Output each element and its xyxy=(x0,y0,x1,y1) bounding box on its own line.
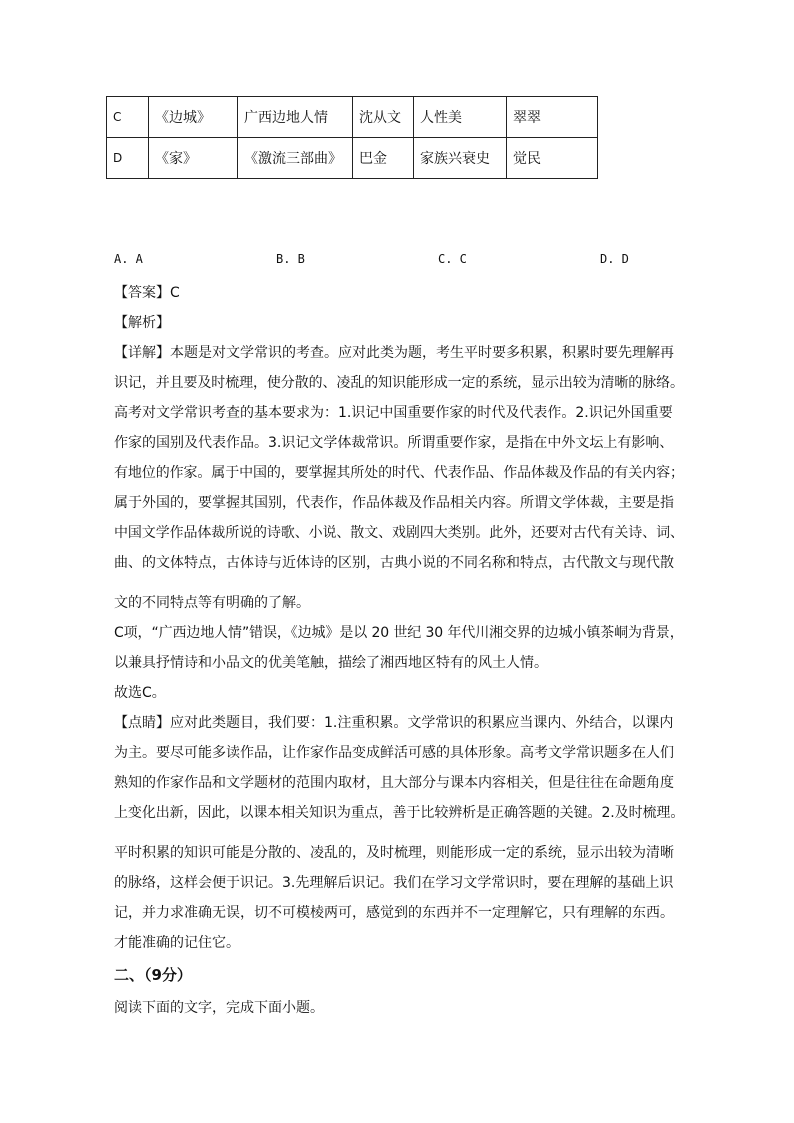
text-line: 才能准确的记住它。 xyxy=(114,935,240,951)
text-line: 有地位的作家。属于中国的，要掌握其所处的时代、代表作品、作品体裁及作品的有关内容； xyxy=(114,465,684,481)
text-line: 高考对文学常识考查的基本要求为：1.识记中国重要作家的时代及代表作。2.识记外国重要 xyxy=(114,405,673,421)
text-line: 【详解】本题是对文学常识的考查。应对此类为题，考生平时要多积累，积累时要先理解再 xyxy=(114,345,674,361)
option-d: D. D xyxy=(600,252,629,266)
text-line: 的脉络，这样会便于识记。3.先理解后识记。我们在学习文学常识时，要在理解的基础上识 xyxy=(114,875,674,891)
table-cell: 家族兴衰史 xyxy=(414,138,507,179)
option-b: B. B xyxy=(276,252,305,266)
text-line: 作家的国别及代表作品。3.识记文学体裁常识。所谓重要作家，是指在中外文坛上有影响、 xyxy=(114,435,674,451)
table-cell: 《激流三部曲》 xyxy=(238,138,353,179)
table-cell: 《家》 xyxy=(149,138,238,179)
table-cell: 翠翠 xyxy=(507,97,598,138)
text-line: 【点睛】应对此类题目，我们要：1.注重积累。文学常识的积累应当课内、外结合，以课内 xyxy=(114,715,674,731)
table-cell: 觉民 xyxy=(507,138,598,179)
text-line: 以兼具抒情诗和小品文的优美笔触，描绘了湘西地区特有的风土人情。 xyxy=(114,655,548,671)
table-cell: 人性美 xyxy=(414,97,507,138)
text-line: 为主。要尽可能多读作品，让作家作品变成鲜活可感的具体形象。高考文学常识题多在人们 xyxy=(114,745,674,761)
text-line: 属于外国的，要掌握其国别，代表作，作品体裁及作品相关内容。所谓文学体裁，主要是指 xyxy=(114,495,674,511)
text-line: 记，并力求准确无误，切不可模棱两可，感觉到的东西并不一定理解它，只有理解的东西。 xyxy=(114,905,674,921)
table-row xyxy=(107,97,598,138)
choice-line: 故选C。 xyxy=(114,685,166,701)
text-line: 中国文学作品体裁所说的诗歌、小说、散文、戏剧四大类别。此外，还要对古代有关诗、词、 xyxy=(114,525,684,541)
option-c: C. C xyxy=(438,252,467,266)
text-line: 上变化出新，因此，以课本相关知识为重点，善于比较辨析是正确答题的关键。2.及时梳理。 xyxy=(114,805,685,821)
answer-options xyxy=(0,252,794,270)
table-cell: 巴金 xyxy=(353,138,414,179)
text-line: C项，“广西边地人情”错误，《边城》是以 20 世纪 30 年代川湘交界的边城小镇茶峒为背景， xyxy=(114,625,684,641)
table-cell: 广西边地人情 xyxy=(238,97,353,138)
table-cell: 《边城》 xyxy=(149,97,238,138)
text-line: 熟知的作家作品和文学题材的范围内取材，且大部分与课本内容相关，但是往往在命题角度 xyxy=(114,775,674,791)
text-line: 平时积累的知识可能是分散的、凌乱的，及时梳理，则能形成一定的系统，显示出较为清晰 xyxy=(114,845,674,861)
table-row xyxy=(107,138,598,179)
table-cell: C xyxy=(107,97,149,138)
instruction-line: 阅读下面的文字，完成下面小题。 xyxy=(114,1000,324,1016)
table-cell: 沈从文 xyxy=(353,97,414,138)
option-a: A. A xyxy=(114,252,143,266)
analysis-label: 【解析】 xyxy=(114,315,170,331)
section-heading: 二、（9分） xyxy=(114,966,192,984)
table-cell: D xyxy=(107,138,149,179)
text-line: 文的不同特点等有明确的了解。 xyxy=(114,595,310,611)
text-line: 识记，并且要及时梳理，使分散的、凌乱的知识能形成一定的系统，显示出较为清晰的脉络。 xyxy=(114,375,684,391)
literature-table xyxy=(106,96,598,179)
answer-line: 【答案】C xyxy=(114,285,180,301)
text-line: 曲、的文体特点，古体诗与近体诗的区别，古典小说的不同名称和特点，古代散文与现代散 xyxy=(114,555,674,571)
